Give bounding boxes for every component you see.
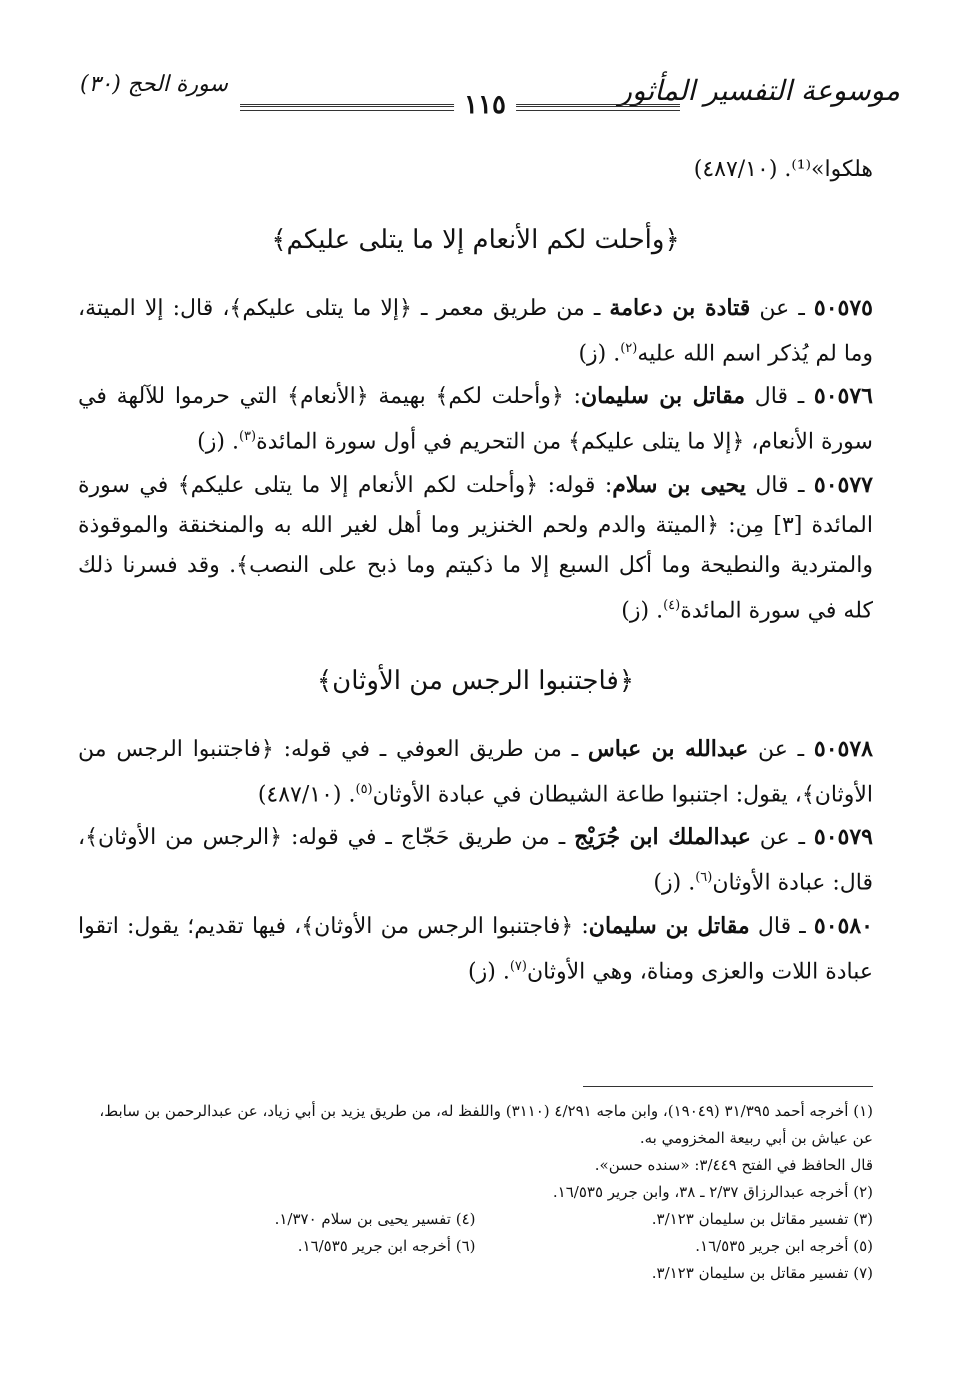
footnote-1-note: قال الحافظ في الفتح ٣/٤٤٩: «سنده حسن». (594, 1156, 873, 1174)
narration-number: ٥٠٥٧٨ (813, 735, 873, 762)
narration-50576 (78, 376, 873, 462)
footnote-ref[interactable]: (٤) (663, 597, 681, 613)
footnote-ref[interactable]: (٢) (620, 341, 638, 356)
main-text (78, 150, 873, 994)
narration-50575 (78, 288, 873, 374)
footnote-4: (٤) تفسير يحيى بن سلام ١/٣٧٠. (274, 1210, 476, 1228)
footnote-ref[interactable]: (٣) (238, 429, 257, 445)
footnote-row (78, 1206, 873, 1233)
book-title: موسوعة التفسير المأثور (618, 74, 900, 107)
narration-text: ـ من طريق العوفي ـ في قوله: ﴿فاجتنبوا الرجس من الأوثان﴾، يقول: اجتنبوا طاعة الشيطان في عبادة الأوثان (78, 736, 873, 808)
page-number: ١١٥ (454, 90, 516, 120)
footnote-5: (٥) أخرجه ابن جرير ١٦/٥٣٥. (695, 1237, 873, 1255)
footnote-1: (١) أخرجه أحمد ٣١/٣٩٥ (١٩٠٤٩)، وابن ماجه ٤/٢٩١ (٣١١٠) واللفظ له، من طريق يزيد بن أبي زياد، عن عبدالرحمن بن سابط، عن عياش بن أبي ربيعة المخزومي به. (99, 1102, 873, 1147)
narration-text: ـ عن (750, 296, 814, 321)
narration-number: ٥٠٥٧٥ (813, 295, 873, 321)
footnotes (78, 1098, 873, 1287)
narration-tail: . (ز) (578, 341, 621, 367)
narration-50579 (78, 817, 873, 903)
verse-heading-2: ﴿فاجتنبوا الرجس من الأوثان﴾ (316, 665, 635, 696)
narration-text: : ﴿وأحلت لكم﴾ بهيمة ﴿الأنعام﴾ التي حرموا للآلهة في سورة الأنعام، ﴿إلا ما يتلى عليكم﴾ من التحريم في أول سورة المائدة (78, 384, 873, 455)
narration-number: ٥٠٥٨٠ (813, 912, 873, 939)
footnote-2: (٢) أخرجه عبدالرزاق ٢/٣٧ ـ ٣٨، وابن جرير ١٦/٥٣٥. (552, 1183, 873, 1201)
narration-text: ـ عن (750, 825, 814, 851)
narration-50578 (78, 729, 873, 815)
footnote-ref[interactable]: (٦) (695, 870, 713, 886)
narration-tail: . (٤٨٧/١٠) (257, 782, 356, 808)
footnote-ref[interactable]: (٧) (509, 958, 527, 974)
first-line: هلكوا»⁽¹⁾. (٤٨٧/١٠) (693, 157, 873, 182)
narration-50580 (78, 906, 873, 992)
narration-text: ـ عن (748, 736, 814, 762)
narration-tail: . (ز) (653, 870, 696, 896)
footnote-row (78, 1233, 873, 1260)
narrator-name: عبدالملك ابن جُرَيْج (574, 824, 751, 851)
page-header (70, 62, 900, 122)
narration-text: ـ قال (749, 913, 814, 939)
narrator-name: قتادة بن دعامة (609, 295, 751, 321)
footnote-7: (٧) تفسير مقاتل بن سليمان ٣/١٢٣. (651, 1264, 873, 1282)
narration-text: : قوله: ﴿وأحلت لكم الأنعام إلا ما يتلى عليكم﴾ في سورة المائدة [٣] مِن: ﴿الميتة والدم ولحم الخنزير وما أهل لغير الله به والمنخنقة والموقوذة والمتردية والنطيحة وما أكل السبع إلا ما ذكيتم وما ذبح على النصب﴾. وقد فسرنا ذلك كله في سورة المائدة (78, 472, 873, 623)
narration-number: ٥٠٥٧٧ (813, 471, 873, 498)
narration-text: ـ قال (745, 384, 814, 410)
narration-tail: . (ز) (621, 597, 664, 623)
narration-tail: . (ز) (468, 958, 510, 984)
footnote-3: (٣) تفسير مقاتل بن سليمان ٣/١٢٣. (651, 1210, 873, 1228)
narration-text: ـ من طريق حَجّاج ـ في قوله: ﴿الرجس من الأوثان﴾، قال: عبادة الأوثان (78, 825, 873, 896)
narrator-name: مقاتل بن سليمان (588, 912, 750, 939)
footnote-divider (583, 1086, 873, 1087)
narration-50577 (78, 465, 873, 631)
narrator-name: مقاتل بن سليمان (580, 383, 745, 410)
surah-title: سورة الحج (٣٠) (80, 72, 228, 97)
narration-text: ـ قال (745, 472, 814, 498)
narration-number: ٥٠٥٧٩ (813, 824, 873, 851)
verse-heading-1: ﴿وأحلت لكم الأنعام إلا ما يتلى عليكم﴾ (271, 225, 680, 255)
narration-text: ـ من طريق معمر ـ ﴿إلا ما يتلى عليكم﴾، قال: إلا الميتة، وما لم يُذكر اسم الله عليه (78, 296, 873, 367)
narration-text: : ﴿فاجتنبوا الرجس من الأوثان﴾، فيها تقديم؛ يقول: اتقوا عبادة اللات والعزى ومناة، وهي الأوثان (78, 913, 873, 984)
narration-number: ٥٠٥٧٦ (813, 383, 873, 410)
narrator-name: يحيى بن سلام (612, 471, 746, 498)
narration-tail: . (ز) (197, 429, 239, 455)
narrator-name: عبدالله بن عباس (587, 735, 749, 762)
footnote-ref[interactable]: (٥) (355, 781, 373, 797)
footnote-6: (٦) أخرجه ابن جرير ١٦/٥٣٥. (297, 1237, 476, 1255)
